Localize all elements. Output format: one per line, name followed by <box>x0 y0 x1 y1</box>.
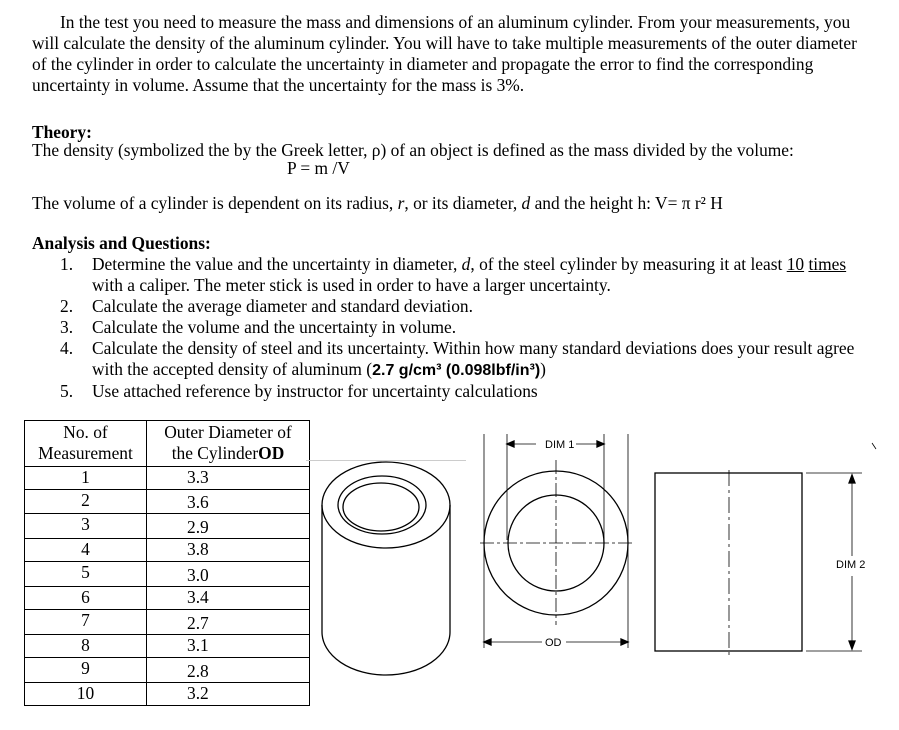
row-od: 2.7 <box>147 610 310 635</box>
row-od: 2.8 <box>147 658 310 683</box>
question-5: 5. Use attached reference by instructor for uncertainty calculations <box>60 381 538 401</box>
analysis-heading: Analysis and Questions: <box>32 233 211 253</box>
theory-heading: Theory: <box>32 122 92 142</box>
row-number: 5 <box>25 562 147 587</box>
row-od: 3.3 <box>147 467 310 490</box>
theory-text: The density (symbolized the by the Greek letter, ρ) of an object is defined as the mass divided by the volume: <box>32 140 794 160</box>
question-2: 2. Calculate the average diameter and standard deviation. <box>60 296 473 316</box>
volume-text: The volume of a cylinder is dependent on its radius, r, or its diameter, d and the height h: V= π r² H <box>32 193 723 213</box>
row-number: 8 <box>25 635 147 658</box>
front-view <box>480 434 634 648</box>
row-number: 10 <box>25 683 147 706</box>
row-number: 9 <box>25 658 147 683</box>
row-od: 3.1 <box>147 635 310 658</box>
side-view <box>655 443 876 655</box>
row-od: 3.0 <box>147 562 310 587</box>
row-number: 1 <box>25 467 147 490</box>
row-od: 3.8 <box>147 539 310 562</box>
row-number: 4 <box>25 539 147 562</box>
row-od: 3.2 <box>147 683 310 706</box>
od-label: OD <box>545 637 562 649</box>
row-od: 3.6 <box>147 490 310 514</box>
question-4: 4. Calculate the density of steel and its uncertainty. Within how many standard deviations does your result agree with the accepted density of aluminum (2.7 g/cm³ (0.098lbf/in³)) <box>60 338 855 379</box>
row-number: 7 <box>25 610 147 635</box>
isometric-cylinder <box>322 462 450 675</box>
question-1: 1. Determine the value and the uncertainty in diameter, d, of the steel cylinder by measuring it at least 10 times with a caliper. The meter stick is used in order to have a larger uncertainty. <box>60 254 847 295</box>
row-number: 2 <box>25 490 147 514</box>
row-number: 6 <box>25 587 147 610</box>
header-outer-diameter: Outer Diameter of the CylinderOD <box>147 421 310 467</box>
question-3: 3. Calculate the volume and the uncertainty in volume. <box>60 317 457 337</box>
dim1-label: DIM 1 <box>545 439 575 451</box>
row-od: 2.9 <box>147 514 310 539</box>
dim2-label: DIM 2 <box>836 559 866 571</box>
row-number: 3 <box>25 514 147 539</box>
intro-paragraph: In the test you need to measure the mass and dimensions of an aluminum cylinder. From your measurements, you will calculate the density of the aluminum cylinder. You will have to take multiple measurements of the outer diameter of the cylinder in order to calculate the uncertainty in diameter and propagate the error to find the corresponding uncertainty in volume. Assume that the uncertainty for the mass is 3%. <box>32 12 857 95</box>
header-measurement: No. of Measurement <box>25 421 147 467</box>
density-formula: P = m /V <box>287 158 350 178</box>
row-od: 3.4 <box>147 587 310 610</box>
